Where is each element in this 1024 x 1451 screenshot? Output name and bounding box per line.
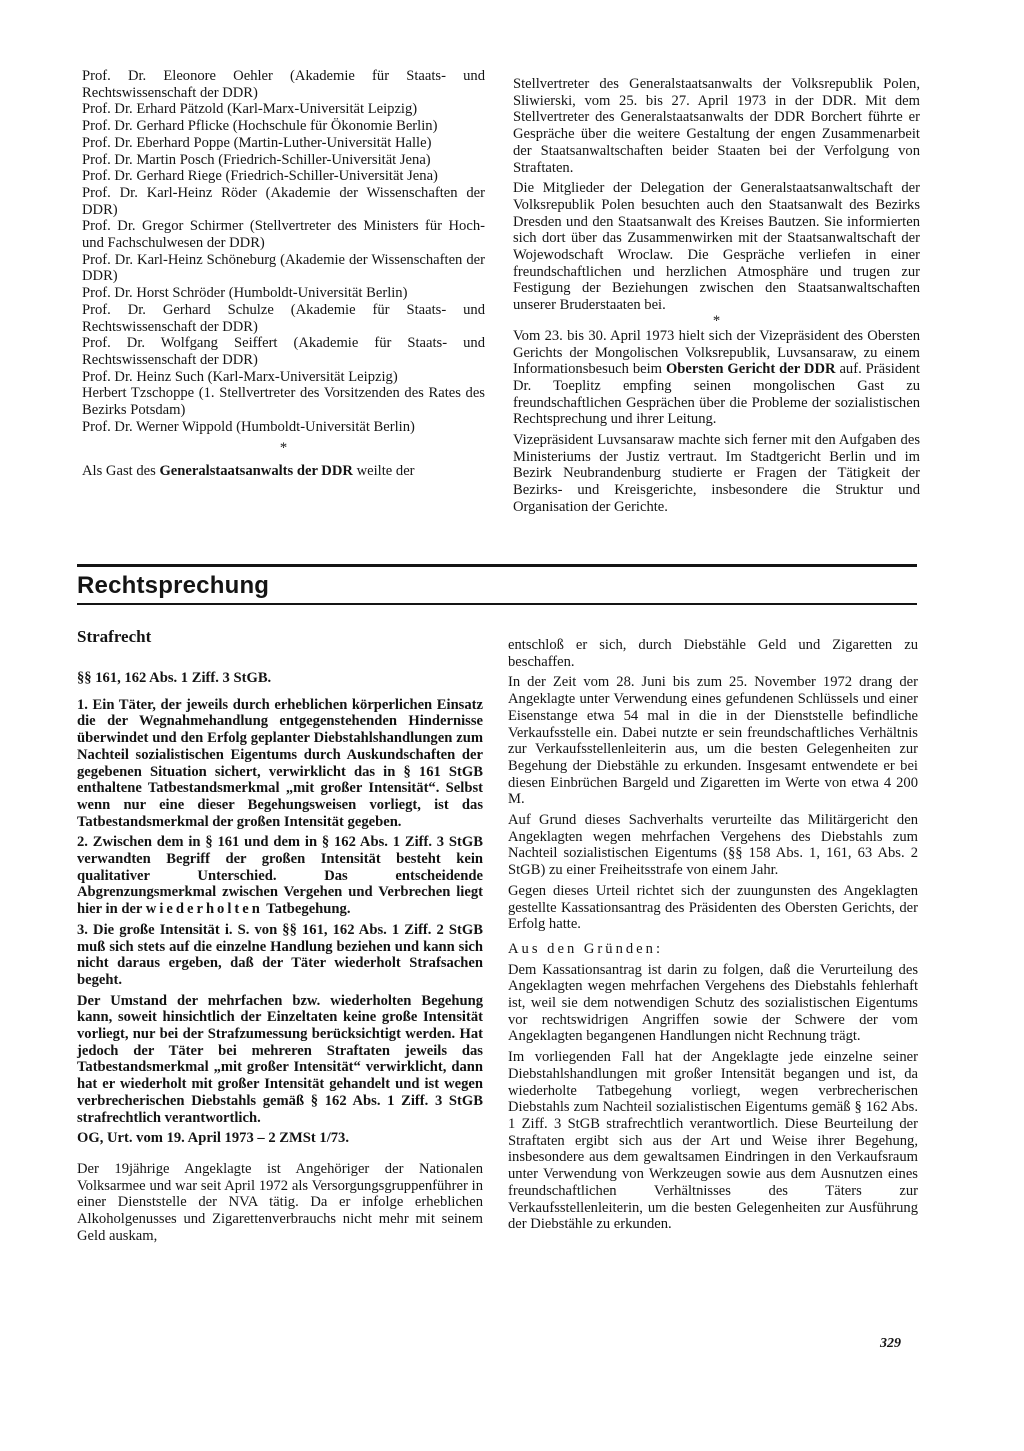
body-paragraph: Im vorliegenden Fall hat der Angeklagte jede einzelne seiner Diebstahlshandlungen mit großer Intensität begangen und ist, da wiederholte Tatbegehung vorliegt, wegen verbrecherischen Diebstahls zum Nachteil sozialistischen Eigentums gemäß § 162 Abs. 1 Ziff. 3 StGB strafrechtlich verantwortlich. Diese Beurteilung der Straftaten ergibt sich aus der Art und Weise ihrer Begehung, insbesondere aus dem gewaltsamen Eindringen in den Verkaufsraum unter Verwendung von Werkzeugen sowie aus dem Ausnutzen eines freundschaftlichen Verhältnisses des Täters zur Verkaufsstellenleiterin, um die besten Gelegenheiten zur Ausführung der Diebstähle zu erkunden.: [508, 1049, 918, 1233]
member-entry: Prof. Dr. Horst Schröder (Humboldt-Universität Berlin): [82, 285, 408, 302]
statute-citation: §§ 161, 162 Abs. 1 Ziff. 3 StGB.: [77, 670, 272, 686]
news-text-pre: Vom 23. bis 30. April 1973 hielt sich der Vizepräsident des Obersten Gerichts der Mongolischen Volksrepublik, Luvsansaraw, zu einem Informationsbesuch beim: [513, 327, 920, 378]
member-entry: Prof. Dr. Martin Posch (Friedrich-Schiller-Universität Jena): [82, 151, 431, 168]
member-entry: Herbert Tzschoppe (1. Stellvertreter des Vorsitzenden des Rates des Bezirks Potsdam): [82, 385, 485, 419]
headnote-text-pre: 2. Zwischen dem in § 161 und dem in § 162 Abs. 1 Ziff. 3 StGB verwandten Begriff der großen Intensität besteht kein qualitativer Unterschied. Das entscheidende Abgrenzungsmerkmal zwischen Vergehen und Verbrechen liegt hier in der: [77, 834, 483, 918]
member-entry: Prof. Dr. Werner Wippold (Humboldt-Universität Berlin): [82, 418, 415, 435]
news-text-bold: Obersten Gericht der DDR: [665, 361, 836, 378]
section-rule-top: [77, 564, 917, 567]
section-subtitle: Strafrecht: [77, 627, 152, 646]
body-paragraph: Dem Kassationsantrag ist darin zu folgen, daß die Verurteilung des Angeklagten wegen mehrfachen Vergehens des Diebstahls fehlerhaft ist, weil sie dem notwendigen Schutz des sozialistischen Eigentums vor rechtswidrigen Angriffen sowie der Schwere der vom Angeklagten begangenen Handlungen nicht Rechnung trägt.: [508, 961, 918, 1045]
body-paragraph: Gegen dieses Urteil richtet sich der zuungunsten des Angeklagten gestellte Kassationsantrag des Präsidenten des Obersten Gerichts, der Erfolg hatte.: [508, 882, 918, 933]
member-entry: Prof. Dr. Eberhard Poppe (Martin-Luther-Universität Halle): [82, 134, 432, 151]
member-entry: Prof. Dr. Wolfgang Seiffert (Akademie für Staats- und Rechtswissenschaft der DDR): [82, 335, 485, 368]
news-column: [513, 76, 920, 516]
member-entry: Prof. Dr. Karl-Heinz Schöneburg (Akademie der Wissenschaften der DDR): [82, 251, 485, 285]
grounds-heading: Aus den Gründen:: [508, 940, 664, 957]
headnote: Der Umstand der mehrfachen bzw. wiederholten Begehung kann, soweit hinsichtlich der Einzeltaten keine große Intensität vorliegt, nur bei der Strafzumessung berücksichtigt werden. Hat jedoch der Täter bei mehreren Straftaten jeweils das Tatbestandsmerkmal „mit großer Intensität“ verwirklicht, dann hat er wiederholt mit großer Intensität gehandelt und ist wegen verbrecherischen Diebstahls gemäß § 162 Abs. 1 Ziff. 3 StGB strafrechtlich verantwortlich.: [77, 992, 483, 1126]
section-separator: *: [279, 440, 288, 457]
member-entry: Prof. Dr. Heinz Such (Karl-Marx-Universität Leipzig): [82, 368, 398, 385]
page-number: 329: [880, 1336, 901, 1351]
member-entry: Prof. Dr. Karl-Heinz Röder (Akademie der Wissenschaften der DDR): [82, 184, 485, 218]
headnote: [77, 834, 483, 918]
body-paragraph: entschloß er sich, durch Diebstähle Geld und Zigaretten zu beschaffen.: [508, 637, 918, 670]
member-entry: Prof. Dr. Gerhard Schulze (Akademie für Staats- und Rechtswissenschaft der DDR): [82, 301, 485, 335]
news-paragraph: Die Mitglieder der Delegation der Generalstaatsanwaltschaft der Volksrepublik Polen besuchten auch den Staatsanwalt des Bezirks Dresden und den Staatsanwalt des Kreises Bautzen. Sie informierten sich dort über das Zusammenwirken mit der Staatsanwaltschaft der Wojewodschaft Wroclaw. Die Gespräche verliefen in einer freundschaftlichen und herzlichen Atmosphäre und trugen zur Festigung der Beziehungen zwischen den Staatsanwaltschaften unserer Bruderstaaten bei.: [513, 180, 920, 314]
guest-text-pre: Als Gast des: [82, 463, 160, 480]
headnote-text-post: Tatbegehung.: [262, 901, 351, 918]
member-entry: Prof. Dr. Gerhard Pflicke (Hochschule für Ökonomie Berlin): [82, 118, 438, 135]
reasoning-column: [508, 637, 918, 1233]
headnote: 3. Die große Intensität i. S. von §§ 161, 162 Abs. 1 Ziff. 2 StGB muß sich stets auf die einzelne Handlung beziehen und kann sich nicht daraus ergeben, daß der Täter wiederholt Strafsachen begeht.: [77, 921, 483, 988]
member-entry: Prof. Dr. Gregor Schirmer (Stellvertreter des Ministers für Hoch- und Fachschulwesen der DDR): [82, 218, 485, 252]
body-paragraph: In der Zeit vom 28. Juni bis zum 25. November 1972 drang der Angeklagte unter Verwendung eines gefundenen Schlüssels und einer Eisenstange etwa 54 mal in die in der Dienststelle befindliche Verkaufsstelle ein. Dabei nutzte er sein freundschaftliches Verhältnis zur Verkaufsstellenleiterin aus, um die besten Gelegenheiten zur Begehung der Diebstähle zu erkunden. Insgesamt entwendete er bei diesen Einbrüchen Bargeld und Zigaretten im Werte von etwa 4 200 M.: [508, 674, 918, 808]
guest-text-bold: Generalstaatsanwalts der DDR: [159, 463, 353, 480]
headnote-text-spaced: wiederholten: [145, 901, 263, 918]
section-title: Rechtsprechung: [77, 572, 270, 599]
decision-reference: OG, Urt. vom 19. April 1973 – 2 ZMSt 1/73.: [77, 1130, 350, 1147]
news-paragraph: Vizepräsident Luvsansaraw machte sich ferner mit den Aufgaben des Ministeriums der Justiz vertraut. Im Stadtgericht Berlin und im Bezirk Neubrandenburg studierte er Fragen der Tätigkeit der Bezirks- und Kreisgerichte, insbesondere die Struktur und Organisation der Gerichte.: [513, 432, 920, 515]
news-paragraph: Stellvertreter des Generalstaatsanwalts der Volksrepublik Polen, Sliwierski, vom 25. bis 27. April 1973 in der DDR. Mit dem Stellvertreter des Generalstaatsanwalts der DDR Borchert führte er Gespräche über die weitere Gestaltung der engen Zusammenarbeit der Staatsanwaltschaften beider Staaten bei der Verfolgung von Straftaten.: [513, 76, 920, 176]
member-entry: Prof. Dr. Erhard Pätzold (Karl-Marx-Universität Leipzig): [82, 101, 418, 118]
headnotes-column: [77, 670, 483, 1245]
section-separator: *: [712, 312, 721, 329]
news-text-post: auf. Präsident Dr. Toeplitz empfing seinen mongolischen Gast zu freundschaftlichen Gesprächen über die Probleme der sozialistischen Rechtsprechung und ihrer Leitung.: [513, 361, 920, 428]
section-rule-bottom: [77, 603, 917, 605]
news-paragraph: [513, 328, 920, 428]
member-entry: Prof. Dr. Gerhard Riege (Friedrich-Schiller-Universität Jena): [82, 168, 438, 185]
body-paragraph: Der 19jährige Angeklagte ist Angehöriger der Nationalen Volksarmee und war seit April 1972 als Versorgungsgruppenführer in einer Dienststelle der NVA tätig. Da er infolge erheblichen Alkoholgenusses und Zigarettenverbrauchs nicht mehr mit seinem Geld auskam,: [77, 1160, 483, 1244]
member-list-column: [82, 68, 485, 480]
headnote: 1. Ein Täter, der jeweils durch erheblichen körperlichen Einsatz die der Wegnahmehandlung entgegenstehenden Hindernisse überwindet und den Erfolg geplanter Diebstahlshandlungen zum Nachteil sozialistischen Eigentums durch Auskundschaften der gegebenen Situation sichert, verwirklicht das in § 161 StGB enthaltene Tatbestandsmerkmal „mit großer Intensität“. Selbst wenn nur eine dieser Begehungsweisen vorliegt, ist das Tatbestandsmerkmal der großen Intensität gegeben.: [77, 696, 483, 830]
guest-text-post: weilte der: [352, 463, 415, 480]
body-paragraph: Auf Grund dieses Sachverhalts verurteilte das Militärgericht den Angeklagten wegen mehrfachen Vergehens des Diebstahls zum Nachteil sozialistischen Eigentums (§§ 158 Abs. 1, 161, 63 Abs. 2 StGB) zu einer Freiheitsstrafe von einem Jahr.: [508, 812, 918, 879]
guest-paragraph: [82, 463, 485, 480]
member-entry: Prof. Dr. Eleonore Oehler (Akademie für Staats- und Rechtswissenschaft der DDR): [82, 68, 485, 101]
